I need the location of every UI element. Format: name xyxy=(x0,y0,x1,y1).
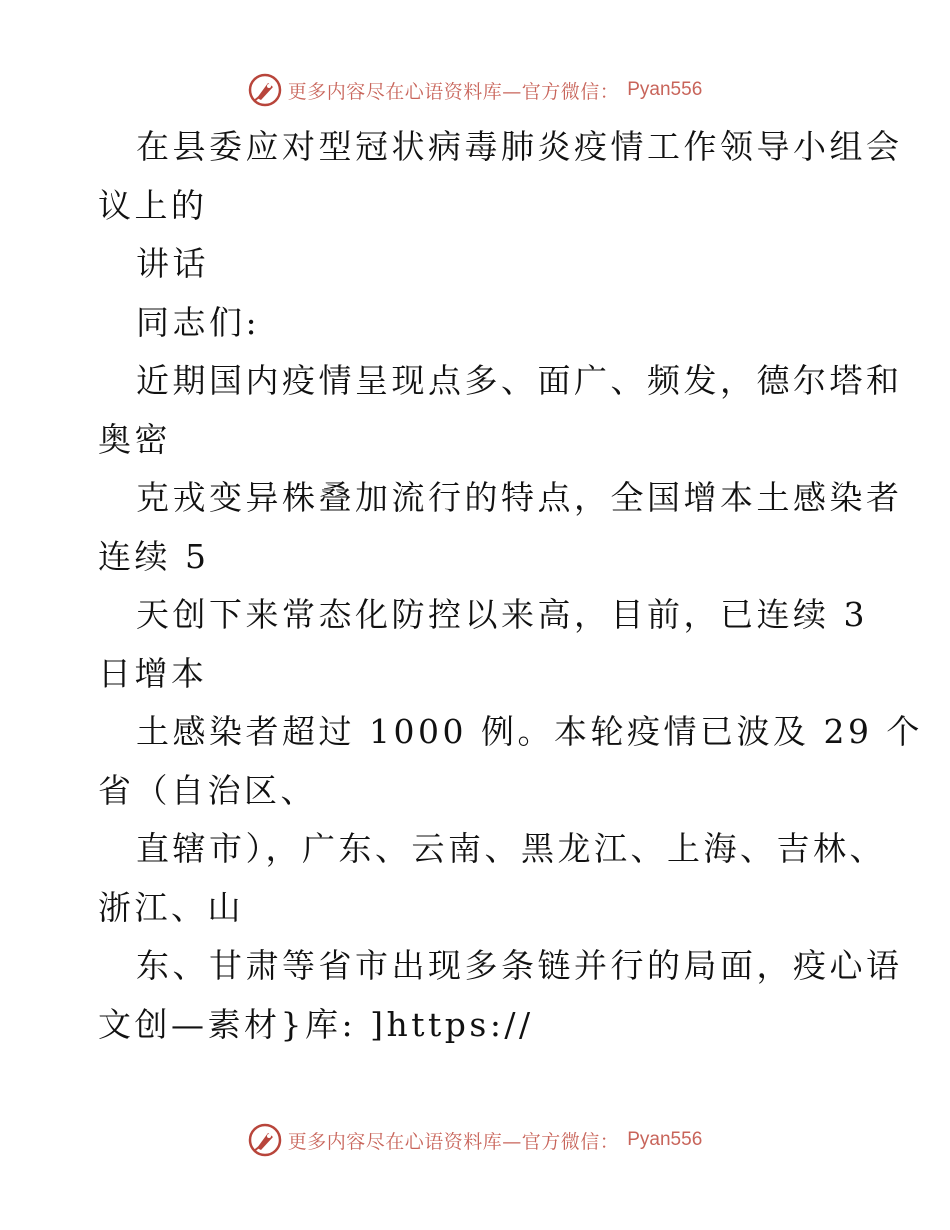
text-line: 同志们: xyxy=(136,302,261,342)
header-watermark-banner xyxy=(0,70,950,110)
text-line: 议上的 xyxy=(98,185,208,225)
text-line: 连续 5 xyxy=(98,536,210,576)
text-line: 天创下来常态化防控以来高，目前，已连续 3 xyxy=(136,595,868,634)
banner-text: 更多内容尽在心语资料库—官方微信： xyxy=(287,1130,620,1153)
text-line: 奥密 xyxy=(98,419,171,459)
banner-wechat-id: Pyan556 xyxy=(627,79,703,100)
text-line: 在县委应对型冠状病毒肺炎疫情工作领导小组会 xyxy=(136,127,903,166)
pen-nib-logo-icon xyxy=(248,1123,282,1157)
text-line: 东、甘肃等省市出现多条链并行的局面，疫心语 xyxy=(136,946,903,985)
text-line: 日增本 xyxy=(98,653,208,693)
text-line: 浙江、山 xyxy=(98,887,244,927)
text-line: 近期国内疫情呈现点多、面广、频发，德尔塔和 xyxy=(136,361,903,400)
banner-wechat-id: Pyan556 xyxy=(627,1129,703,1150)
text-line: 讲话 xyxy=(136,244,209,283)
text-line: 直辖市），广东、云南、黑龙江、上海、吉林、 xyxy=(136,829,886,868)
footer-watermark-banner xyxy=(0,1120,950,1160)
text-line: 土感染者超过 1000 例。本轮疫情已波及 29 个 xyxy=(136,712,923,751)
text-line: 省（自治区、 xyxy=(98,770,317,810)
text-line: 文创—素材}库: ]https:// xyxy=(98,1004,534,1044)
pen-nib-logo-icon xyxy=(248,73,282,107)
document-body xyxy=(98,118,923,1054)
text-line: 克戎变异株叠加流行的特点，全国增本土感染者 xyxy=(136,478,903,517)
banner-text: 更多内容尽在心语资料库—官方微信： xyxy=(287,80,620,103)
